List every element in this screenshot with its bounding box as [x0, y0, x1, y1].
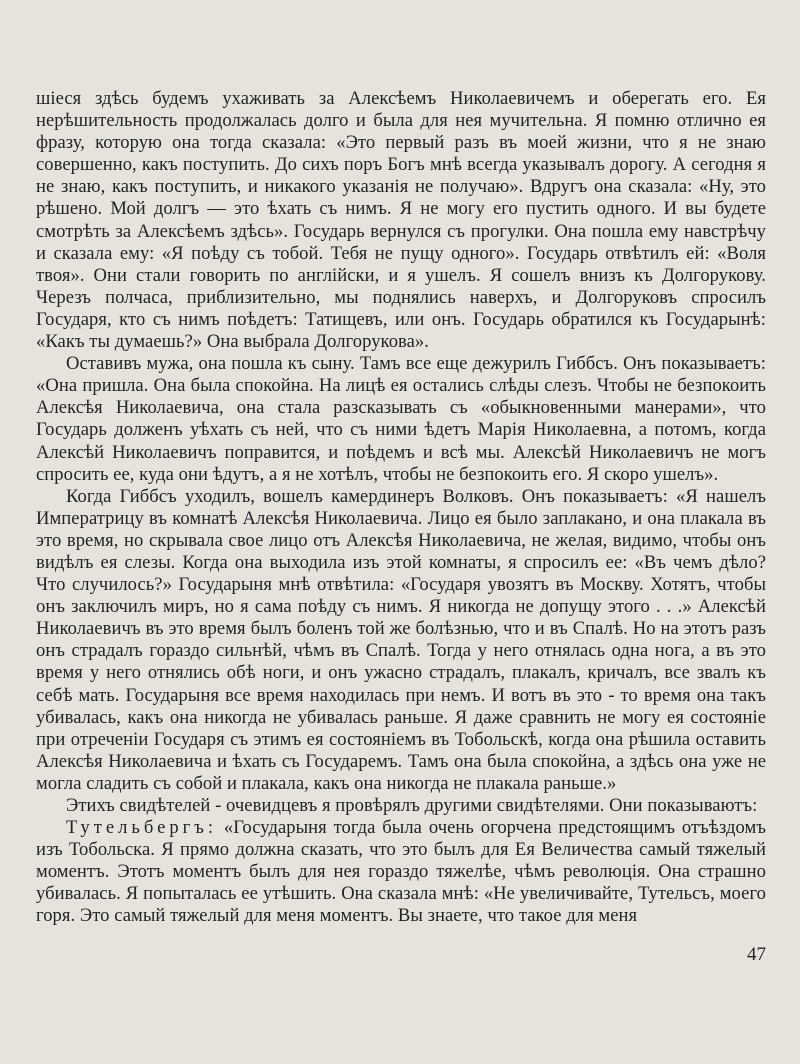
paragraph-3: Когда Гиббсъ уходилъ, вошелъ камердинеръ Волковъ. Онъ показываетъ: «Я нашелъ Императрицу въ комнатѣ Алексѣя Николаевича. Лицо ея было заплакано, и она плакала въ это время, но скрывала свое лицо отъ Алексѣя Николаевича, не желая, видимо, чтобы онъ видѣлъ ея слезы. Когда она выходила изъ этой комнаты, я спросилъ ее: «Въ чемъ дѣло? Что случилось?» Государыня мнѣ отвѣтила: «Государя увозятъ въ Москву. Хотятъ, чтобы онъ заключилъ миръ, но я сама поѣду съ нимъ. Я никогда не допущу этого . . .» Алексѣй Николаевичъ въ это время былъ боленъ той же болѣзнью, что и въ Спалѣ. Но на этотъ разъ онъ страдалъ гораздо сильнѣй, чѣмъ въ Спалѣ. Тогда у него отнялась одна нога, а въ это время у него отнялись обѣ ноги, и онъ ужасно страдалъ, плакалъ, кричалъ, все звалъ къ себѣ мать. Государыня все время находилась при немъ. И вотъ въ это - то время она такъ убивалась, какъ она никогда не убивалась раньше. Я даже сравнить не могу ея состояніе при отреченіи Государя съ этимъ ея состояніемъ въ Тобольскѣ, когда она рѣшила оставить Алексѣя Николаевича и ѣхать съ Государемъ. Тамъ она была спокойна, а здѣсь она уже не могла сладить съ собой и плакала, какъ она никогда не плакала раньше.» [36, 485, 766, 794]
page-number: 47 [747, 944, 766, 965]
witness-name: Тутельбергъ: [66, 817, 218, 839]
witness-text: «Государыня тогда была очень огорчена предстоящимъ отъѣздомъ изъ Тобольска. Я прямо должна сказать, что это былъ для Ея Величества самый тяжелый моментъ. Этотъ моментъ былъ для нея гораздо тяжелѣе, чѣмъ революція. Она страшно убивалась. Я попыталась ее утѣшить. Она сказала мнѣ: «Не увеличивайте, Тутельсъ, моего горя. Это самый тяжелый для меня моментъ. Вы знаете, что такое для меня [36, 817, 766, 927]
paragraph-1: шіеся здѣсь будемъ ухаживать за Алексѣемъ Николаевичемъ и оберегать его. Ея нерѣшительность продолжалась долго и была для нея мучительна. Я помню отлично ея фразу, которую она тогда сказала: «Это первый разъ въ моей жизни, что я не знаю совершенно, какъ поступить. До сихъ поръ Богъ мнѣ всегда указывалъ дорогу. А сегодня я не знаю, какъ поступить, и никакого указанія не получаю». Вдругъ она сказала: «Ну, это рѣшено. Мой долгъ — это ѣхать съ нимъ. Я не могу его пустить одного. И вы будете смотрѣть за Алексѣемъ здѣсь». Государь вернулся съ прогулки. Она пошла ему навстрѣчу и сказала ему: «Я поѣду съ тобой. Тебя не пущу одного». Государь отвѣтилъ ей: «Воля твоя». Они стали говорить по англійски, и я ушелъ. Я сошелъ внизъ къ Долгорукову. Черезъ полчаса, приблизительно, мы поднялись наверхъ, и Долгоруковъ спросилъ Государя, кто съ нимъ поѣдетъ: Татищевъ, или онъ. Государь обратился къ Государынѣ: «Какъ ты думаешь?» Она выбрала Долгорукова». [36, 88, 766, 353]
paragraph-2: Оставивъ мужа, она пошла къ сыну. Тамъ все еще дежурилъ Гиббсъ. Онъ показываетъ: «Она пришла. Она была спокойна. На лицѣ ея остались слѣды слезъ. Чтобы не безпокоить Алексѣя Николаевича, она стала разсказывать съ «обыкновенными манерами», что Государь долженъ уѣхать съ ней, что съ ними ѣдетъ Марія Николаевна, а потомъ, когда Алексѣй Николаевичъ поправится, и поѣдемъ и всѣ мы. Алексѣй Николаевичъ не могъ спросить ее, куда они ѣдутъ, а я не хотѣлъ, чтобы не безпокоить его. Я скоро ушелъ». [36, 353, 766, 485]
paragraph-4: Этихъ свидѣтелей - очевидцевъ я провѣрялъ другими свидѣтелями. Они показываютъ: [66, 795, 758, 816]
page-body [36, 88, 766, 928]
paragraph-5 [36, 817, 766, 927]
